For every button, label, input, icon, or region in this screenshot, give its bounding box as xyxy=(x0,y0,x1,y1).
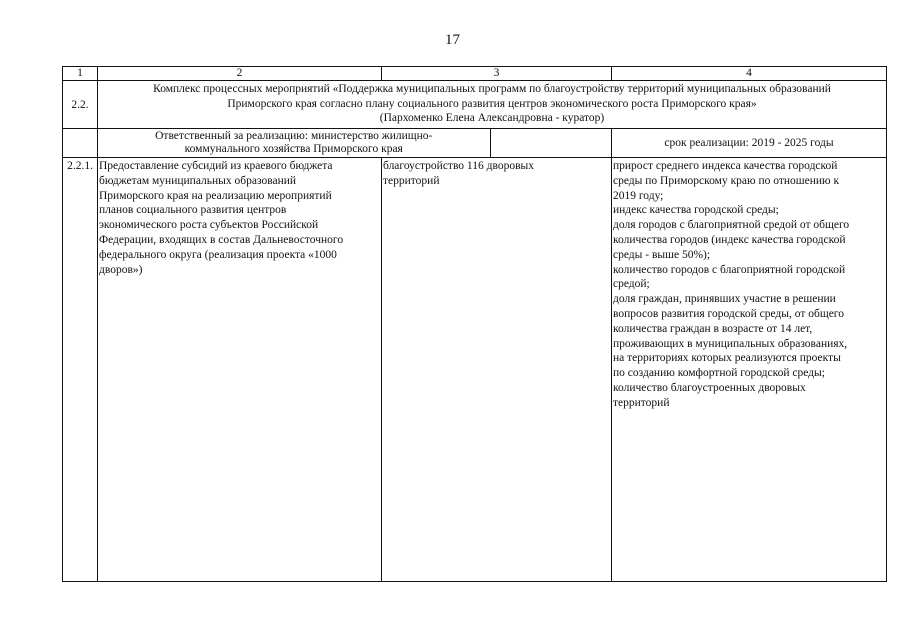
result-line: благоустройство 116 дворовых xyxy=(383,160,534,172)
responsible-spacer xyxy=(490,129,611,157)
indicator-line: количества городов (индекс качества городской xyxy=(613,233,846,246)
task-line: Предоставление субсидий из краевого бюджета xyxy=(99,160,333,172)
result-line: территорий xyxy=(383,174,440,187)
section-title-line: Приморского края согласно плану социального развития центров экономического роста Приморского края» xyxy=(227,97,757,110)
section-number: 2.2. xyxy=(63,81,98,129)
indicator-line: количество благоустроенных дворовых xyxy=(613,381,806,394)
responsible-container xyxy=(98,129,612,158)
task-line: планов социального развития центров xyxy=(99,204,287,217)
indicator-line: проживающих в муниципальных образованиях, xyxy=(613,337,848,350)
item-number: 2.2.1. xyxy=(63,158,98,582)
task-line: дворов») xyxy=(99,263,143,276)
task-line: Приморского края на реализацию мероприятий xyxy=(99,189,332,202)
indicator-line: вопросов развития городской среды, от общего xyxy=(613,307,844,320)
indicator-line: прирост среднего индекса качества городской xyxy=(613,160,838,172)
indicator-line: среды по Приморскому краю по отношению к xyxy=(613,174,840,187)
indicator-line: среды - выше 50%); xyxy=(613,248,711,261)
section-title xyxy=(98,81,887,129)
responsible-line: коммунального хозяйства Приморского края xyxy=(184,143,403,155)
responsible-row-empty-cell xyxy=(63,129,98,158)
column-number-4: 4 xyxy=(612,67,887,81)
task-line: бюджетам муниципальных образований xyxy=(99,174,297,187)
indicator-line: индекс качества городской среды; xyxy=(613,204,779,217)
item-indicators xyxy=(612,158,887,582)
item-result xyxy=(382,158,612,582)
indicator-line: территорий xyxy=(613,396,670,409)
indicator-line: количества граждан в возрасте от 14 лет, xyxy=(613,322,813,335)
indicator-line: 2019 году; xyxy=(613,189,664,202)
item-task xyxy=(98,158,382,582)
indicator-line: количество городов с благоприятной городской xyxy=(613,263,846,276)
implementation-period: срок реализации: 2019 - 2025 годы xyxy=(612,129,887,158)
column-number-row xyxy=(63,67,887,81)
indicator-line: на территориях которых реализуются проекты xyxy=(613,352,841,365)
page-number: 17 xyxy=(445,32,460,48)
task-line: экономического роста субъектов Российской xyxy=(99,219,319,232)
column-number-2: 2 xyxy=(98,67,382,81)
item-row xyxy=(63,158,887,582)
indicator-line: по созданию комфортной городской среды; xyxy=(613,367,825,380)
column-number-3: 3 xyxy=(382,67,612,81)
section-curator: (Пархоменко Елена Александровна - куратор) xyxy=(379,112,605,124)
responsible-inner xyxy=(98,129,611,157)
responsible-row xyxy=(63,129,887,158)
program-table xyxy=(62,66,887,582)
indicator-line: доля граждан, принявших участие в решении xyxy=(613,293,836,306)
responsible-organization xyxy=(98,129,490,157)
task-line: Федерации, входящих в состав Дальневосточного xyxy=(99,233,344,246)
section-row xyxy=(63,81,887,129)
responsible-line: Ответственный за реализацию: министерство жилищно- xyxy=(155,129,433,142)
task-line: федерального округа (реализация проекта «1000 xyxy=(99,248,337,261)
indicator-line: средой; xyxy=(613,278,650,291)
indicator-line: доля городов с благоприятной средой от общего xyxy=(613,219,850,232)
section-title-line: Комплекс процессных мероприятий «Поддержка муниципальных программ по благоустройству территорий муниципальных образований xyxy=(153,83,831,95)
column-number-1: 1 xyxy=(63,67,98,81)
